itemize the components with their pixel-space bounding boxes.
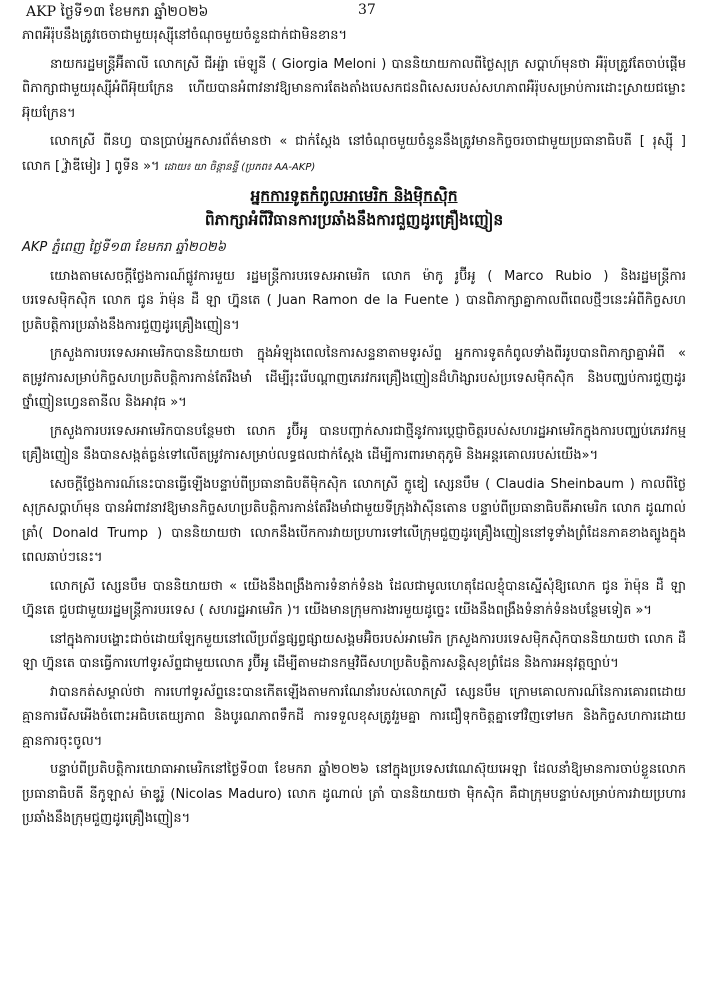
article-paragraph-5: លោកស្រី ស្សេនបឹម បាននិយាយថា « យើងនឹងពង្រឹងការទំនាក់ទំនង ដែលជាមូលហេតុដែលខ្ញុំបានស្នើសុំឱ្យលោក ជូន រ៉ាម៉ុន ដឺ ឡា ហ្វ៊ុនតេ ជួបជាមួយរដ្ឋមន្ត្រីការបរទេស ( សហរដ្ឋអាមេរិក )។ យើងមានក្រុមការងារមួយដូច្នេះ យើងនឹងពង្រឹងទំនាក់ទំនងបន្ថែមទៀត »។ (22, 578, 686, 618)
page-header (22, 2, 685, 22)
article-paragraph-1: យោងតាមសេចក្តីថ្លែងការណ៍ផ្លូវការមួយ រដ្ឋមន្ត្រីការបរទេសអាមេរិក លោក ម៉ាកូ រូប៊ីអូ ( Marco Rubio ) និងរដ្ឋមន្ត្រីការបរទេសម៉ិកស៊ិក លោក ជូន រ៉ាម៉ុន ដឺ ឡា ហ្វ៊ុនតេ ( Juan Ramon de la Fuente ) បានពិភាក្សាគ្នាកាលពីពេលថ្មីៗនេះអំពីកិច្ចសហប្រតិបត្តិការប្រឆាំងនឹងការជួញដូរគ្រឿងញៀន។ (22, 268, 686, 333)
intro-paragraph-2: នាយករដ្ឋមន្ត្រីអ៊ីតាលី លោកស្រី ជីអរ្ជ៉ា ម៉េឡូនី ( Giorgia Meloni ) បាននិយាយកាលពីថ្ងៃសុក្រ សប្តាហ៍មុនថា អឺរ៉ុបត្រូវតែចាប់ផ្តើមពិភាក្សាជាមួយរុស្ស៊ីអំពីអ៊ុយក្រែន ហើយបានអំពាវនាវឱ្យមានការតែងតាំងបេសកជនពិសេសរបស់សហភាពអឺរ៉ុបសម្រាប់ការដោះស្រាយជម្លោះអ៊ុយក្រែន។ (22, 56, 686, 121)
article-paragraph-6: នៅក្នុងការបង្ហោះជាច់ដោយឡែកមួយនៅលើប្រព័ន្ធផ្សព្វផ្សាយសង្គមអ៊ិចរបស់អាមេរិក ក្រសួងការបរទេសម៉ិកស៊ិកបាននិយាយថា លោក ដឺ ឡា ហ្វ៊ុនតេ បានធ្វើការហៅទូរស័ព្ទជាមួយលោក រូប៊ីអូ ដើម្បីតាមដានកម្មវិធីសហប្រតិបត្តិការសន្តិសុខព្រំដែន និងការអនុវត្តច្បាប់។ (22, 631, 686, 671)
article-byline: ដោយ៖ យា ចិន្តានន្ទី (ប្រភព៖ AA-AKP) (163, 161, 316, 173)
page-number: 37 (358, 2, 376, 18)
article-paragraph-4: សេចក្តីថ្លែងការណ៍នេះបានធ្វើឡើងបន្ទាប់ពីប្រធានាធិបតីម៉ិកស៊ិក លោកស្រី ក្លូឌៀ ស្សេនបឹម ( Claudia Sheinbaum ) កាលពីថ្ងៃសុក្រសប្តាហ៍មុន បានអំពាវនាវឱ្យមានកិច្ចសហប្រតិបត្តិការកាន់តែរឹងមាំជាមួយទីក្រុងវ៉ាស៊ីនតោន បន្ទាប់ពីប្រធានាធិបតីអាមេរិក លោក ដូណាល់ ត្រាំ( Donald Trump ) បាននិយាយថា លោកនឹងបើកការវាយប្រហារទៅលើក្រុមជួញដូរគ្រឿងញៀននៅទូទាំងព្រំដែនភាគខាងត្បូងក្នុងពេលឆាប់ៗនេះ។ (22, 476, 686, 565)
article-dateline: AKP ភ្នំពេញ ថ្ងៃទី១៣ ខែមករា ឆ្នាំ២០២៦ (22, 240, 226, 255)
intro-paragraph-3 (22, 130, 686, 180)
intro-paragraph-1: ភាពអឺរ៉ុបនឹងត្រូវចេចាជាមួយរុស្ស៊ីនៅចំណុចមួយចំនួនជាក់ជាមិនខាន។ (22, 28, 348, 43)
article-title-line-2: ពិភាក្សាអំពីវិធានការប្រឆាំងនឹងការជួញដូរគ្រឿងញៀន (204, 211, 504, 229)
article-paragraph-8: បន្ទាប់ពីប្រតិបត្តិការយោធាអាមេរិកនៅថ្ងៃទី០៣ ខែមករា ឆ្នាំ២០២៦ នៅក្នុងប្រទេសវេណេស៊ុយអេឡា ដែលនាំឱ្យមានការចាប់ខ្លួនលោកប្រធានាធិបតី នីកូឡាស់ ម៉ាឌូរ៉ូ (Nicolas Maduro) លោក ដូណាល់ ត្រាំ បាននិយាយថា ម៉ិកស៊ិក គឺជាក្រុមបន្ទាប់សម្រាប់ការវាយប្រហារប្រឆាំងនឹងក្រុមជួញដូរគ្រឿងញៀន។ (22, 762, 686, 826)
article-paragraph-3: ក្រសួងការបរទេសអាមេរិកបានបន្ថែមថា លោក រូប៊ីអូ បានបញ្ជាក់សារជាថ្មីនូវការប្តេជ្ញាចិត្តរបស់សហរដ្ឋអាមេរិកក្នុងការបញ្ឈប់ភេរវកម្មគ្រឿងញៀន នឹងបានសង្កត់ធ្ងន់ទៅលើតម្រូវការសម្រាប់លទ្ធផលជាក់ស្តែង ដើម្បីការពារមាតុភូមិ និងអន្តរគោលរបស់យើង»។ (22, 423, 686, 463)
page-content (22, 24, 686, 836)
header-date: AKP ថ្ងៃទី១៣ ខែមករា ឆ្នាំ២០២៦ (26, 4, 209, 20)
article-title-line-1: អ្នកការទូតកំពូលអាមេរិក និងម៉ិកស៊ិក (250, 187, 458, 205)
article-title (22, 184, 686, 232)
article-paragraph-2: ក្រសួងការបរទេសអាមេរិកបាននិយាយថា ក្នុងអំឡុងពេលនៃការសន្ទនាតាមទូរស័ព្ទ អ្នកការទូតកំពូលទាំងពីររូបបានពិភាក្សាគ្នាអំពី « តម្រូវការសម្រាប់កិច្ចសហប្រតិបត្តិការកាន់តែរឹងមាំ ដើម្បីរុះរើបណ្តាញភេរវករគ្រឿងញៀនដ៏ហិង្សារបស់ប្រទេសម៉ិកស៊ិក និងបញ្ឈប់ការជួញដូរថ្នាំញៀនហ្វេនតានីល និងអាវុធ »។ (22, 346, 686, 410)
article-paragraph-7: វាបានកត់សម្គាល់ថា ការហៅទូរស័ព្ទនេះបានកើតឡើងតាមការណែនាំរបស់លោកស្រី ស្សេនបឹម ក្រោមគោលការណ៍នៃការគោរពដោយគ្មានការរើសអើងចំពោះអធិបតេយ្យភាព និងបូរណភាពទឹកដី ការទទួលខុសត្រូវរួមគ្នា ការជឿទុកចិត្តគ្នាទៅវិញទៅមក និងកិច្ចសហការដោយគ្មានការចុះចូល។ (22, 684, 686, 749)
intro-paragraph-3-text: លោកស្រី ពីនហ្វ បានប្រាប់អ្នកសារព័ត៌មានថា « ជាក់ស្តែង នៅចំណុចមួយចំនួននឹងត្រូវមានកិច្ចចរចាជាមួយប្រធានាធិបតី [ រុស្ស៊ី ] លោក [ វ្ល៉ាឌីមៀរ ] ពូទីន »។ (22, 134, 686, 174)
